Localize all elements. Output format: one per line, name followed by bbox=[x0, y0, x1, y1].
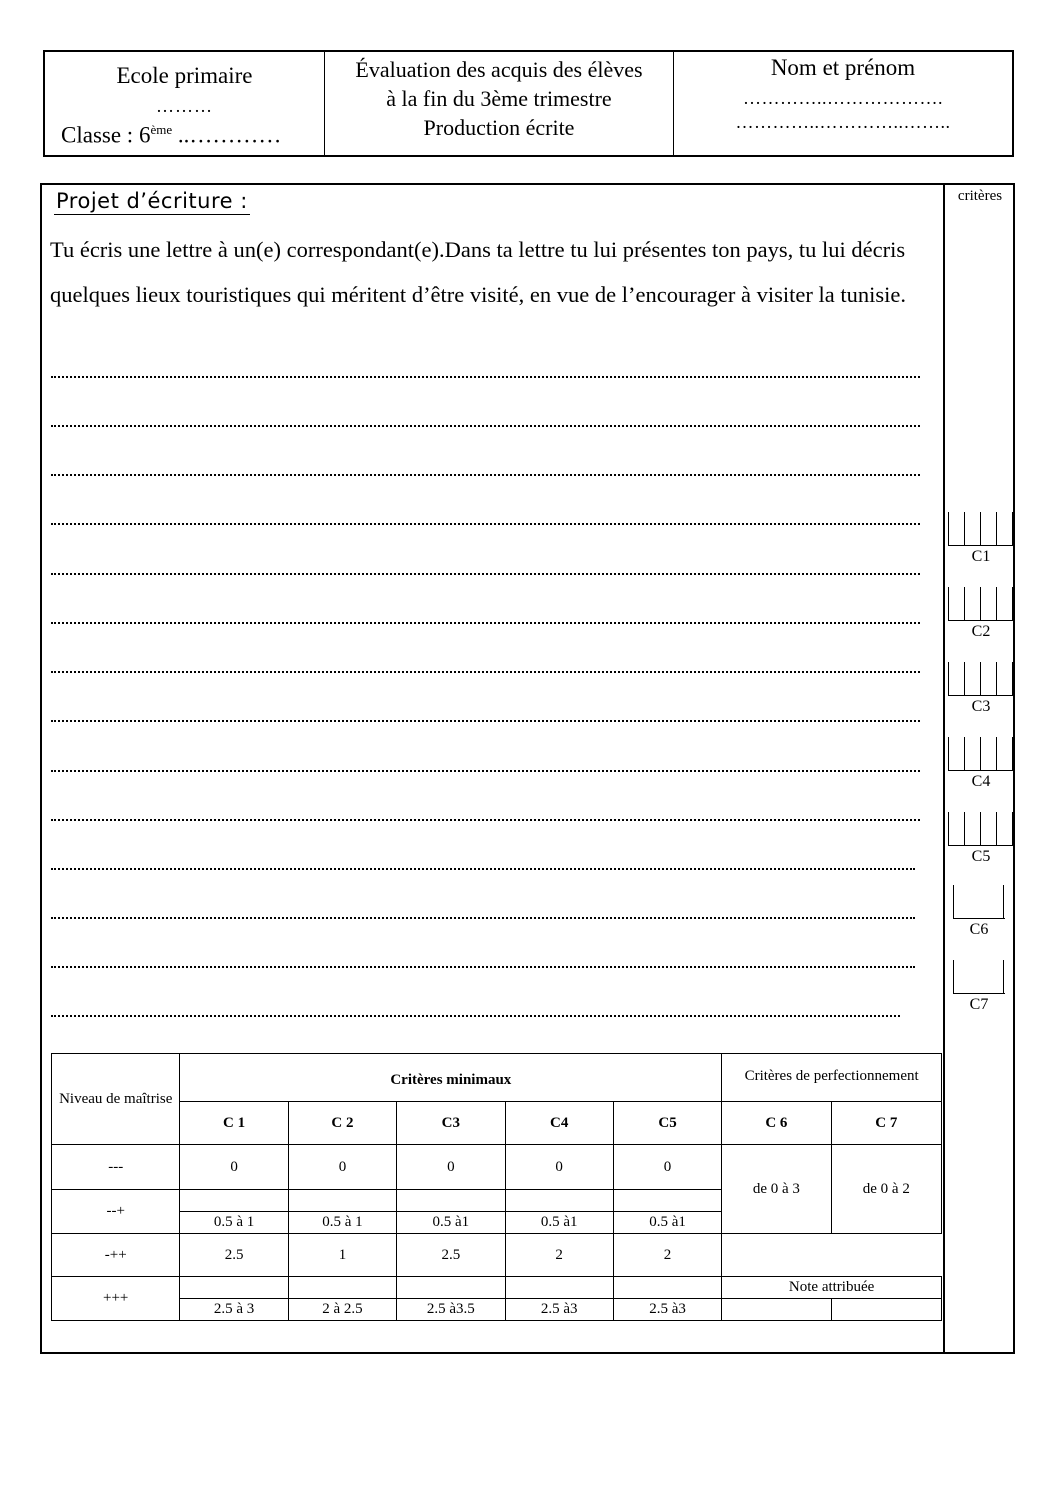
score-cell: 0 bbox=[288, 1145, 396, 1190]
criterion-box-c4[interactable] bbox=[948, 737, 1014, 791]
class-prefix: Classe : 6 bbox=[61, 122, 151, 148]
evaluation-title bbox=[325, 55, 673, 142]
score-cell: 2.5 à3.5 bbox=[397, 1299, 505, 1321]
criterion-cells[interactable] bbox=[948, 737, 1014, 771]
level-minus-plus: --+ bbox=[52, 1190, 180, 1234]
score-cell: 2 à 2.5 bbox=[288, 1299, 396, 1321]
score-cell: 0 bbox=[613, 1145, 721, 1190]
criterion-label: C3 bbox=[971, 698, 991, 715]
header-table bbox=[43, 50, 1014, 157]
criterion-label: C7 bbox=[969, 996, 989, 1013]
score-cell: 0.5 à 1 bbox=[288, 1212, 396, 1234]
writing-line[interactable] bbox=[51, 1015, 900, 1017]
score-cell: 2 bbox=[505, 1234, 613, 1277]
score-cell: 0.5 à 1 bbox=[180, 1212, 288, 1234]
criterion-box-c7[interactable] bbox=[953, 960, 1005, 1014]
score-cell: 2.5 à3 bbox=[505, 1299, 613, 1321]
score-cell: 2.5 bbox=[180, 1234, 288, 1277]
writing-line[interactable] bbox=[51, 425, 920, 427]
col-c5: C5 bbox=[613, 1102, 721, 1145]
eval-line-3: Production écrite bbox=[423, 115, 575, 140]
level-minus: --- bbox=[52, 1145, 180, 1190]
c7-range: de 0 à 2 bbox=[831, 1145, 941, 1234]
score-cell: 2.5 à 3 bbox=[180, 1299, 288, 1321]
blank-cell[interactable] bbox=[613, 1190, 721, 1212]
criterion-label: C6 bbox=[969, 921, 989, 938]
eval-line-2: à la fin du 3ème trimestre bbox=[386, 86, 612, 111]
writing-line[interactable] bbox=[51, 770, 920, 772]
class-field bbox=[61, 122, 281, 149]
blank-cell[interactable] bbox=[180, 1277, 288, 1299]
criterion-cells[interactable] bbox=[953, 885, 1005, 919]
note-c6[interactable] bbox=[722, 1299, 831, 1321]
eval-line-1: Évaluation des acquis des élèves bbox=[355, 57, 643, 82]
min-criteria-header: Critères minimaux bbox=[180, 1054, 722, 1102]
class-blank[interactable]: ..………… bbox=[177, 122, 282, 148]
criterion-box-c2[interactable] bbox=[948, 587, 1014, 641]
perf-criteria-header: Critères de perfectionnement bbox=[722, 1054, 942, 1102]
writing-line[interactable] bbox=[51, 573, 920, 575]
name-cell bbox=[674, 52, 1012, 155]
writing-line[interactable] bbox=[51, 966, 915, 968]
name-blank-1[interactable]: …………..………………. bbox=[743, 88, 943, 108]
evaluation-cell bbox=[325, 52, 674, 155]
writing-line[interactable] bbox=[51, 720, 920, 722]
writing-line[interactable] bbox=[51, 376, 920, 378]
score-cell: 2.5 bbox=[397, 1234, 505, 1277]
scoring-grid bbox=[51, 1053, 942, 1321]
criterion-cells[interactable] bbox=[948, 512, 1014, 546]
criterion-label: C1 bbox=[971, 548, 991, 565]
writing-line[interactable] bbox=[51, 671, 920, 673]
column-divider bbox=[943, 185, 945, 1352]
blank-cell[interactable] bbox=[288, 1277, 396, 1299]
level-header: Niveau de maîtrise bbox=[52, 1054, 180, 1145]
score-cell: 0 bbox=[505, 1145, 613, 1190]
score-cell: 0.5 à1 bbox=[505, 1212, 613, 1234]
blank-cell[interactable] bbox=[613, 1277, 721, 1299]
col-c2: C 2 bbox=[288, 1102, 396, 1145]
criterion-cells[interactable] bbox=[948, 587, 1014, 621]
writing-line[interactable] bbox=[51, 622, 920, 624]
criterion-box-c3[interactable] bbox=[948, 662, 1014, 716]
blank-cell[interactable] bbox=[397, 1277, 505, 1299]
project-title bbox=[54, 189, 250, 213]
level-plus-plus-plus: +++ bbox=[52, 1277, 180, 1321]
criterion-label: C5 bbox=[971, 848, 991, 865]
blank-cell[interactable] bbox=[180, 1190, 288, 1212]
col-c1: C 1 bbox=[180, 1102, 288, 1145]
criterion-box-c6[interactable] bbox=[953, 885, 1005, 939]
blank-cell[interactable] bbox=[505, 1190, 613, 1212]
criterion-cells[interactable] bbox=[948, 662, 1014, 696]
col-c3: C3 bbox=[397, 1102, 505, 1145]
score-cell: 1 bbox=[288, 1234, 396, 1277]
writing-line[interactable] bbox=[51, 868, 915, 870]
writing-line[interactable] bbox=[51, 819, 920, 821]
blank-cell[interactable] bbox=[397, 1190, 505, 1212]
school-cell bbox=[45, 52, 325, 155]
blank-cell[interactable] bbox=[288, 1190, 396, 1212]
school-blank[interactable]: ……… bbox=[156, 96, 213, 116]
score-cell: 2 bbox=[613, 1234, 721, 1277]
level-plus-plus: -++ bbox=[52, 1234, 180, 1277]
note-label: Note attribuée bbox=[722, 1277, 942, 1299]
school-label: Ecole primaire bbox=[116, 63, 253, 88]
project-title-text: Projet d’écriture : bbox=[56, 189, 248, 213]
criterion-cells[interactable] bbox=[948, 812, 1014, 846]
criterion-box-c1[interactable] bbox=[948, 512, 1014, 566]
score-cell: 0 bbox=[180, 1145, 288, 1190]
criterion-label: C2 bbox=[971, 623, 991, 640]
writing-line[interactable] bbox=[51, 917, 915, 919]
writing-frame bbox=[40, 183, 1015, 1354]
name-label: Nom et prénom bbox=[770, 55, 916, 80]
score-cell: 0.5 à1 bbox=[397, 1212, 505, 1234]
score-cell: 2.5 à3 bbox=[613, 1299, 721, 1321]
writing-line[interactable] bbox=[51, 523, 920, 525]
writing-prompt: Tu écris une lettre à un(e) correspondant(e).Dans ta lettre tu lui présentes ton pays, tu lui décris quelques lieux touristiques qui méritent d’être visité, en vue de l’encourager à visiter la tunisie. bbox=[50, 237, 906, 307]
score-cell: 0.5 à1 bbox=[613, 1212, 721, 1234]
class-superscript: ème bbox=[150, 122, 173, 137]
col-c6: C 6 bbox=[722, 1102, 831, 1145]
col-c7: C 7 bbox=[831, 1102, 941, 1145]
c6-range: de 0 à 3 bbox=[722, 1145, 831, 1234]
writing-line[interactable] bbox=[51, 474, 920, 476]
note-c7[interactable] bbox=[831, 1299, 941, 1321]
criterion-box-c5[interactable] bbox=[948, 812, 1014, 866]
blank-cell[interactable] bbox=[505, 1277, 613, 1299]
name-blank-2[interactable]: …………..…………..…….. bbox=[735, 112, 951, 132]
score-cell: 0 bbox=[397, 1145, 505, 1190]
criterion-label: C4 bbox=[971, 773, 991, 790]
criterion-cells[interactable] bbox=[953, 960, 1005, 994]
col-c4: C4 bbox=[505, 1102, 613, 1145]
criteria-column-label: critères bbox=[957, 188, 1003, 204]
